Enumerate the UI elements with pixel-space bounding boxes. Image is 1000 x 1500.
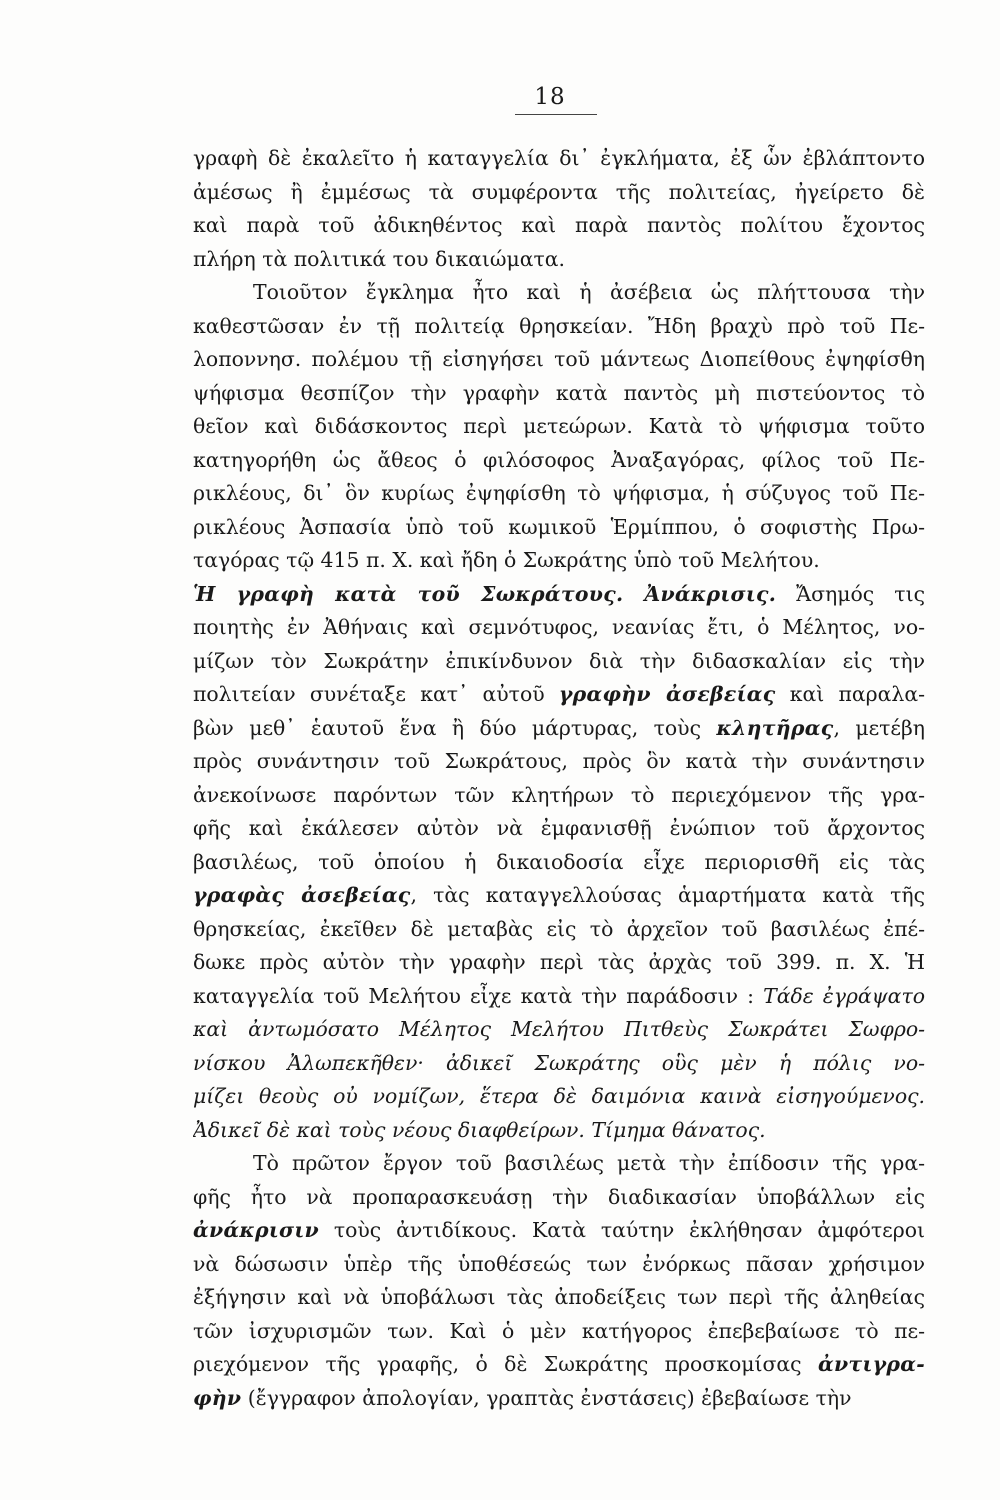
quoted-indictment-text: Ἀδικεῖ δὲ καὶ τοὺς νέους διαφθείρων. Τίμημα θάνατος. xyxy=(193,1117,766,1142)
text-line xyxy=(193,1348,925,1381)
text-line xyxy=(193,1114,925,1147)
text-segment: βὼν μεθ᾽ ἑαυτοῦ ἕνα ἢ δύο μάρτυρας, τοὺς xyxy=(193,715,717,740)
text-line xyxy=(193,310,925,343)
text-line xyxy=(193,1013,925,1046)
text-line xyxy=(253,276,925,309)
emphasis-text: γραφὴν ἀσεβείας xyxy=(558,682,776,706)
quoted-indictment-text: μίζει θεοὺς οὐ νομίζων, ἕτερα δὲ δαιμόνια καινὰ εἰσηγούμενος. xyxy=(193,1084,925,1108)
text-segment: θρησκείας, ἐκεῖθεν δὲ μεταβὰς εἰς τὸ ἀρχεῖον τοῦ βασιλέως ἐπέ- xyxy=(193,916,925,941)
text-line xyxy=(193,1047,925,1080)
text-line xyxy=(193,209,925,242)
page-number: 18 xyxy=(534,84,566,110)
text-line xyxy=(193,1281,925,1314)
text-segment: πλήρη τὰ πολιτικά του δικαιώματα. xyxy=(193,246,566,271)
text-line xyxy=(193,410,925,443)
emphasis-text: ἀντιγρα- xyxy=(817,1352,925,1376)
text-segment: φῆς καὶ ἐκάλεσεν αὐτὸν νὰ ἐμφανισθῇ ἐνώπιον τοῦ ἄρχοντος xyxy=(193,816,925,840)
text-line xyxy=(193,645,925,678)
text-line xyxy=(193,1181,925,1214)
text-line xyxy=(193,846,925,879)
text-line xyxy=(193,980,925,1013)
text-segment: ἐξήγησιν καὶ νὰ ὑποβάλωσι τὰς ἀποδείξεις των περὶ τῆς ἀληθείας xyxy=(193,1285,925,1309)
text-line xyxy=(193,544,925,577)
text-line xyxy=(193,343,925,376)
text-segment: βασιλέως, τοῦ ὁποίου ἡ δικαιοδοσία εἶχε περιορισθῆ εἰς τὰς xyxy=(193,849,925,874)
text-segment: γραφὴ δὲ ἐκαλεῖτο ἡ καταγγελία δι᾽ ἐγκλήματα, ἐξ ὧν ἐβλάπτοντο xyxy=(193,146,925,170)
text-segment: ριεχόμενον τῆς γραφῆς, ὁ δὲ Σωκράτης προσκομίσας xyxy=(193,1352,818,1376)
text-segment: Τὸ πρῶτον ἔργον τοῦ βασιλέως μετὰ τὴν ἐπίδοσιν τῆς γρα- xyxy=(253,1151,925,1175)
page-number-rule xyxy=(515,114,597,115)
text-segment: πρὸς συνάντησιν τοῦ Σωκράτους, πρὸς ὃν κατὰ τὴν συνάντησιν xyxy=(193,749,925,773)
text-line xyxy=(193,611,925,644)
text-segment: , μετέβη xyxy=(833,715,925,740)
text-line xyxy=(193,444,925,477)
text-line xyxy=(193,678,925,711)
text-segment: ψήφισμα θεσπίζον τὴν γραφὴν κατὰ παντὸς μὴ πιστεύοντος τὸ xyxy=(193,380,925,405)
text-line xyxy=(193,176,925,209)
text-line xyxy=(193,712,925,745)
text-line xyxy=(193,1382,925,1415)
text-line xyxy=(193,879,925,912)
text-segment: κατηγορήθη ὡς ἄθεος ὁ φιλόσοφος Ἀναξαγόρας, φίλος τοῦ Πε- xyxy=(193,447,925,472)
emphasis-text: κλητῆρας xyxy=(716,715,834,740)
quoted-indictment-text: νίσκου Ἀλωπεκῆθεν· ἀδικεῖ Σωκράτης οὓς μὲν ἡ πόλις νο- xyxy=(193,1050,925,1075)
text-line xyxy=(193,377,925,410)
emphasis-text: γραφὰς ἀσεβείας xyxy=(193,883,411,907)
text-segment: καταγγελία τοῦ Μελήτου εἶχε κατὰ τὴν παράδοσιν : xyxy=(193,983,764,1008)
text-segment: τῶν ἰσχυρισμῶν των. Καὶ ὁ μὲν κατήγορος ἐπεβεβαίωσε τὸ πε- xyxy=(193,1318,925,1343)
text-line xyxy=(193,1214,925,1247)
text-segment: δωκε πρὸς αὐτὸν τὴν γραφὴν περὶ τὰς ἀρχὰς τοῦ 399. π. Χ. Ἡ xyxy=(193,950,925,974)
text-segment: Ἄσημός τις xyxy=(776,581,925,606)
text-segment: πολιτείαν συνέταξε κατ᾽ αὐτοῦ xyxy=(193,682,559,706)
emphasis-text: φὴν xyxy=(193,1385,242,1410)
text-segment: τοὺς ἀντιδίκους. Κατὰ ταύτην ἐκλήθησαν ἀμφότεροι xyxy=(319,1218,925,1242)
emphasis-text: ἀνάκρισιν xyxy=(193,1218,319,1242)
text-line xyxy=(193,1248,925,1281)
text-line xyxy=(193,1315,925,1348)
text-line xyxy=(193,511,925,544)
text-segment: ποιητὴς ἐν Ἀθήναις καὶ σεμνότυφος, νεανίας ἔτι, ὁ Μέλητος, νο- xyxy=(193,615,925,639)
text-segment: φῆς ἦτο νὰ προπαρασκευάσῃ τὴν διαδικασίαν ὑποβάλλων εἰς xyxy=(193,1184,925,1209)
text-segment: (ἔγγραφον ἀπολογίαν, γραπτὰς ἐνστάσεις) ἐβεβαίωσε τὴν xyxy=(241,1385,852,1410)
text-segment: , τὰς καταγγελλούσας ἁμαρτήματα κατὰ τῆς xyxy=(410,883,925,907)
text-segment: καὶ παρὰ τοῦ ἀδικηθέντος καὶ παρὰ παντὸς πολίτου ἔχοντος xyxy=(193,213,925,237)
text-line xyxy=(193,142,925,175)
text-segment: Τοιοῦτον ἔγκλημα ἦτο καὶ ἡ ἀσέβεια ὡς πλήττουσα τὴν xyxy=(253,280,925,304)
text-line xyxy=(193,745,925,778)
text-segment: καὶ παραλα- xyxy=(775,682,925,706)
text-segment: ταγόρας τῷ 415 π. Χ. καὶ ἤδη ὁ Σωκράτης ὑπὸ τοῦ Μελήτου. xyxy=(193,548,820,572)
text-segment: θεῖον καὶ διδάσκοντος περὶ μετεώρων. Κατὰ τὸ ψήφισμα τοῦτο xyxy=(193,414,925,438)
text-line xyxy=(253,1147,925,1180)
text-line xyxy=(193,913,925,946)
emphasis-text: Ἡ γραφὴ κατὰ τοῦ Σωκράτους. Ἀνάκρισις. xyxy=(193,581,777,606)
text-segment: ρικλέους, δι᾽ ὃν κυρίως ἐψηφίσθη τὸ ψήφισμα, ἡ σύζυγος τοῦ Πε- xyxy=(193,481,925,505)
text-segment: καθεστῶσαν ἐν τῇ πολιτείᾳ θρησκείαν. Ἤδη βραχὺ πρὸ τοῦ Πε- xyxy=(193,313,925,338)
text-segment: νὰ δώσωσιν ὑπὲρ τῆς ὑποθέσεώς των ἐνόρκως πᾶσαν χρήσιμον xyxy=(193,1251,925,1276)
text-segment: λοποννησ. πολέμου τῇ εἰσηγήσει τοῦ μάντεως Διοπείθους ἐψηφίσθη xyxy=(193,347,925,371)
text-line xyxy=(193,1080,925,1113)
text-line xyxy=(193,946,925,979)
text-segment: ἀμέσως ἢ ἐμμέσως τὰ συμφέροντα τῆς πολιτείας, ἠγείρετο δὲ xyxy=(193,179,925,204)
text-line xyxy=(193,779,925,812)
text-line xyxy=(193,243,925,276)
text-segment: ρικλέους Ἀσπασία ὑπὸ τοῦ κωμικοῦ Ἑρμίππου, ὁ σοφιστὴς Πρω- xyxy=(193,514,925,539)
quoted-indictment-text: Τάδε ἐγράψατο xyxy=(763,983,925,1008)
text-line xyxy=(193,578,925,611)
text-line xyxy=(193,812,925,845)
text-segment: ἀνεκοίνωσε παρόντων τῶν κλητήρων τὸ περιεχόμενον τῆς γρα- xyxy=(193,782,925,807)
text-segment: μίζων τὸν Σωκράτην ἐπικίνδυνον διὰ τὴν διδασκαλίαν εἰς τὴν xyxy=(193,648,925,673)
text-line xyxy=(193,477,925,510)
quoted-indictment-text: καὶ ἀντωμόσατο Μέλητος Μελήτου Πιτθεὺς Σωκράτει Σωφρο- xyxy=(193,1017,925,1041)
